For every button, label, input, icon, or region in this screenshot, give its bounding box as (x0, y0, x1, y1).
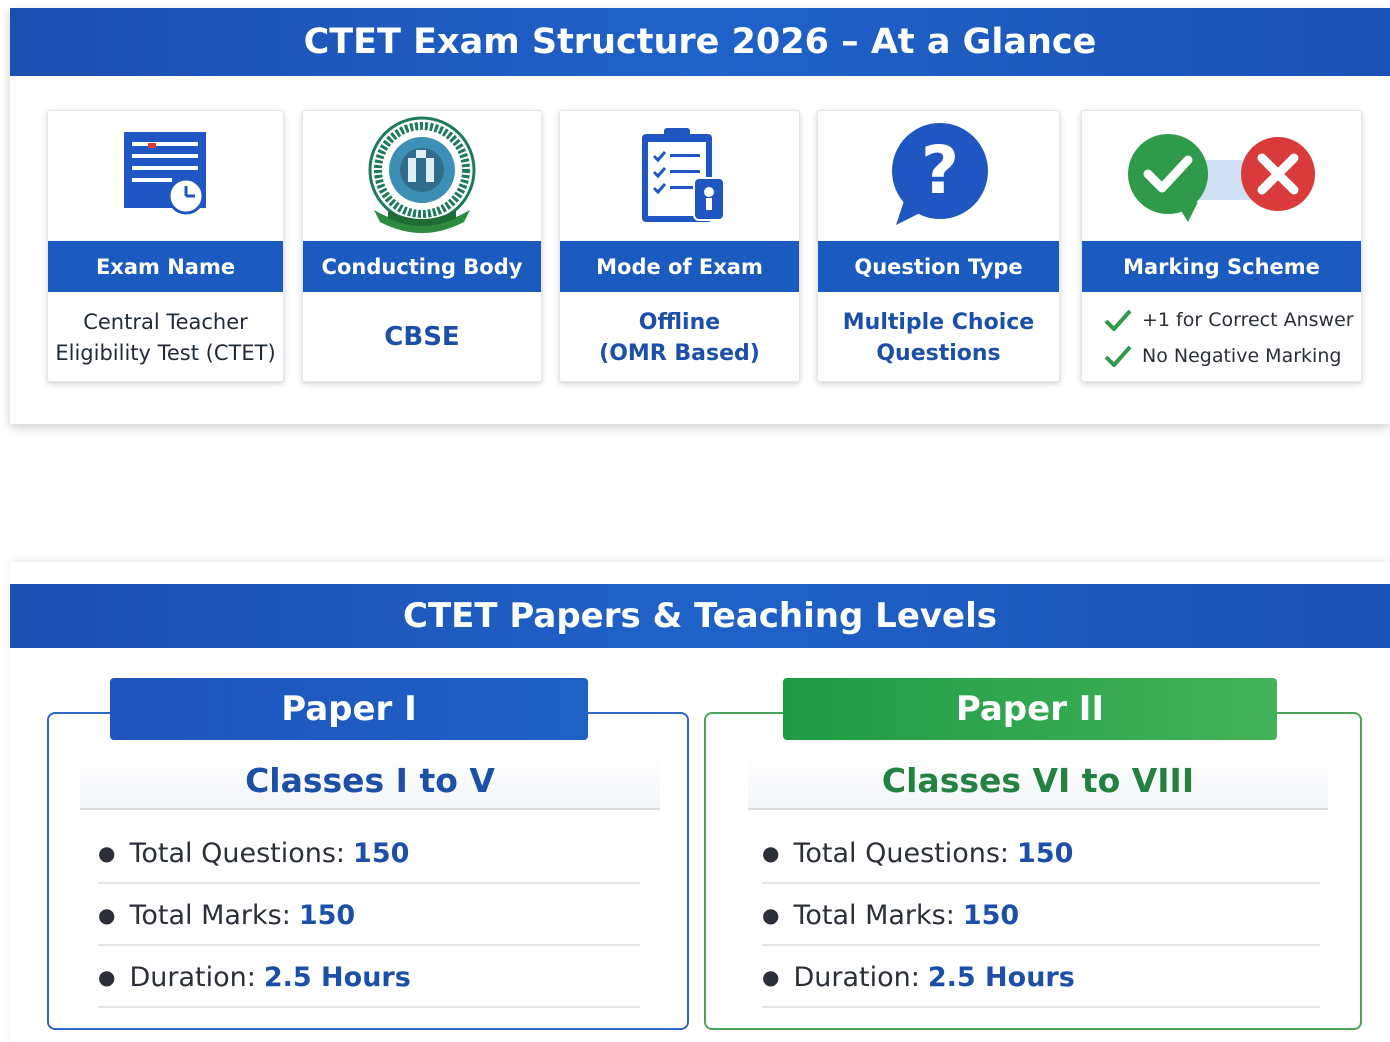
bullet-icon: ● (762, 841, 780, 865)
question-type-heading: Question Type (818, 241, 1059, 292)
row-label: Total Questions: (129, 837, 346, 869)
cbse-emblem-icon (303, 111, 541, 241)
conducting-body-heading: Conducting Body (303, 241, 541, 292)
paper-2-row (762, 948, 1320, 1008)
papers-title: CTET Papers & Teaching Levels (10, 584, 1390, 648)
row-value: 150 (1017, 837, 1074, 869)
exam-name-card (47, 110, 284, 382)
question-type-line-1: Multiple Choice (842, 309, 1035, 335)
question-type-line-2: Questions (876, 340, 1001, 366)
conducting-body-value-area (303, 292, 541, 382)
exam-structure-panel (10, 8, 1390, 424)
paper-1-classes: Classes I to V (80, 752, 660, 810)
bullet-icon: ● (98, 841, 116, 865)
bullet-icon: ● (762, 903, 780, 927)
row-label: Total Questions: (793, 837, 1010, 869)
marking-item-text: +1 for Correct Answer (1142, 308, 1354, 331)
paper-1-row (98, 948, 640, 1008)
row-value: 2.5 Hours (263, 961, 411, 993)
row-value: 150 (962, 899, 1020, 931)
paper-1-row (98, 886, 640, 946)
svg-text:?: ? (920, 132, 959, 209)
marking-item (1082, 302, 1361, 338)
row-label: Total Marks: (793, 899, 955, 931)
mode-of-exam-value (560, 292, 799, 382)
row-label: Total Marks: (129, 899, 291, 931)
exam-name-value (48, 292, 283, 382)
marking-scheme-heading: Marking Scheme (1082, 241, 1361, 292)
marking-item (1082, 338, 1361, 374)
clipboard-checklist-icon (560, 111, 799, 241)
exam-structure-title: CTET Exam Structure 2026 – At a Glance (10, 8, 1390, 76)
marking-scheme-list (1082, 292, 1361, 382)
paper-2-row (762, 824, 1320, 884)
conducting-body-value: CBSE (384, 322, 460, 352)
paper-1-tab: Paper I (110, 678, 588, 740)
row-value: 150 (298, 899, 356, 931)
marking-item-text: No Negative Marking (1142, 344, 1342, 367)
exam-name-line-1: Central Teacher (83, 309, 248, 334)
conducting-body-card (302, 110, 542, 382)
question-type-card (817, 110, 1060, 382)
row-label: Duration: (793, 961, 920, 993)
mode-of-exam-heading: Mode of Exam (560, 241, 799, 292)
papers-panel (10, 562, 1390, 1042)
row-value: 2.5 Hours (927, 961, 1075, 993)
question-bubble-icon (818, 111, 1059, 241)
row-label: Duration: (129, 961, 256, 993)
row-value: 150 (353, 837, 410, 869)
checkmark-icon (1104, 345, 1132, 367)
paper-2-tab: Paper II (783, 678, 1277, 740)
marking-scheme-card (1081, 110, 1362, 382)
checkmark-icon (1104, 309, 1132, 331)
bullet-icon: ● (762, 965, 780, 989)
document-clock-icon (48, 111, 283, 241)
mode-of-exam-line-2: (OMR Based) (599, 340, 760, 366)
exam-name-line-2: Eligibility Test (CTET) (55, 340, 276, 365)
paper-2-row (762, 886, 1320, 946)
bullet-icon: ● (98, 965, 116, 989)
mode-of-exam-card (559, 110, 800, 382)
mode-of-exam-line-1: Offline (638, 309, 721, 335)
exam-name-heading: Exam Name (48, 241, 283, 292)
paper-1-row (98, 824, 640, 884)
check-cross-icon (1082, 111, 1361, 241)
bullet-icon: ● (98, 903, 116, 927)
paper-2-classes: Classes VI to VIII (748, 752, 1328, 810)
question-type-value (818, 292, 1059, 382)
